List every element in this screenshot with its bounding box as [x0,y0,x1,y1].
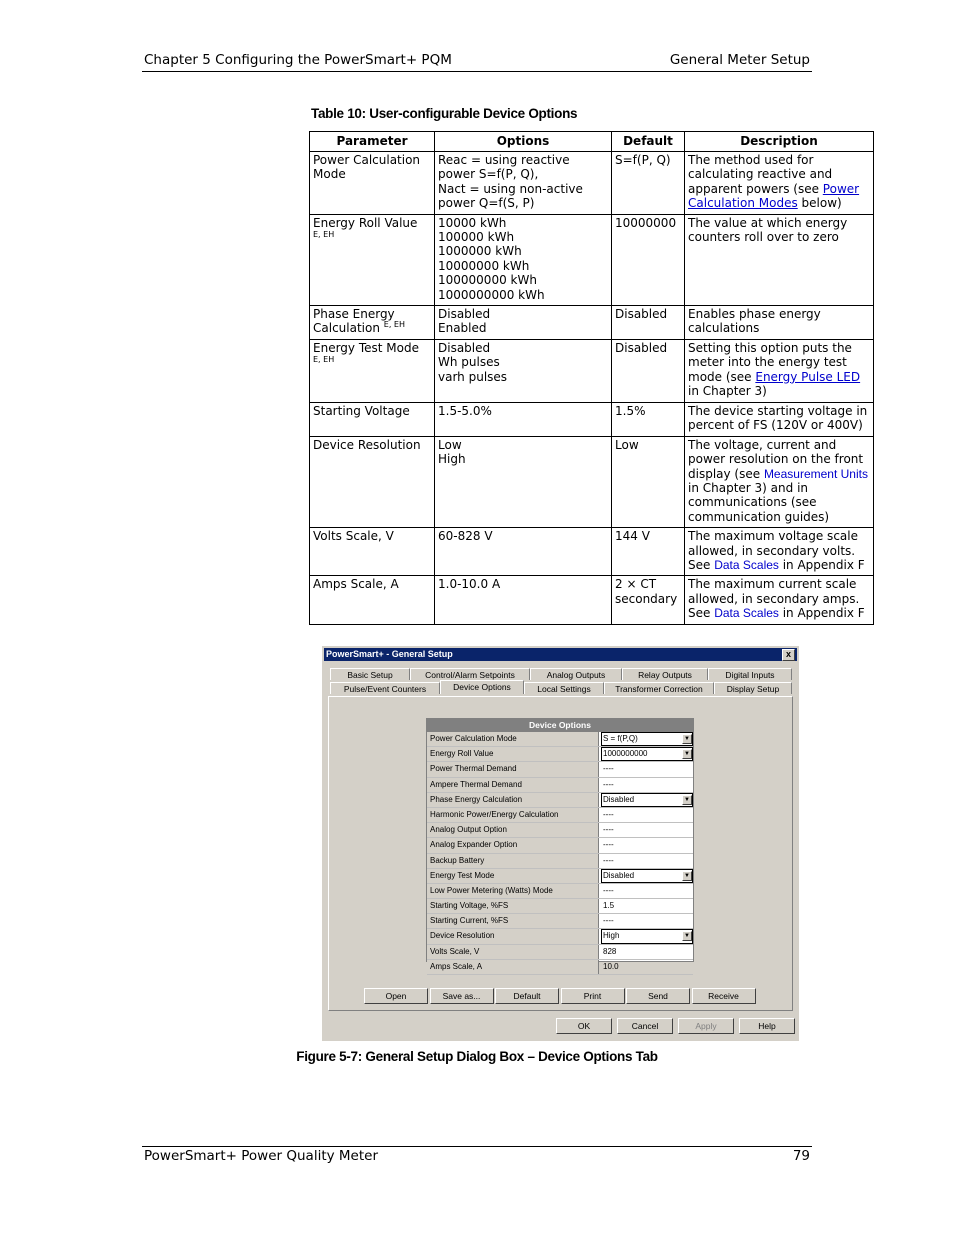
option-line: 100000000 kWh [438,273,537,288]
option-line: power S=f(P, Q), [438,167,539,182]
tab-transformer-correction[interactable]: Transformer Correction [604,682,714,694]
option-line: High [438,452,466,467]
description-cell [685,402,874,436]
parameter-name: Energy Test Mode [313,341,419,356]
help-button[interactable]: Help [739,1018,795,1034]
parameter-name: Device Resolution [313,437,421,452]
option-line: 10000 kWh [438,215,507,230]
grid-row-value[interactable] [601,899,693,913]
description-link[interactable]: Measurement Units [763,466,868,481]
grid-row [427,838,693,853]
grid-row-value-text: 1000000000 [603,749,648,759]
default-cell: 1.5% [612,402,685,436]
grid-row-value-text: ---- [603,779,614,789]
grid-row-value-text: S = f(P,Q) [603,734,638,743]
grid-row-value-text: ---- [603,885,614,895]
parameter-name: Starting Voltage [313,403,410,418]
option-line: Disabled [438,341,491,356]
table-row [310,214,874,305]
tab-analog-outputs[interactable]: Analog Outputs [530,668,622,680]
table-row [310,576,874,624]
grid-row-name: Phase Energy Calculation [427,793,599,807]
grid-row-name: Device Resolution [427,929,599,943]
description-text: The method used for calculating reactive and apparent powers (see [688,153,833,196]
grid-row-dropdown[interactable] [601,793,693,807]
grid-row-value[interactable] [601,823,693,837]
description-text: The device starting voltage in percent of FS (120V or 400V) [688,403,868,433]
column-header: Description [685,132,874,152]
option-line: 1.0-10.0 A [438,577,501,592]
device-options-grid [426,718,694,971]
description-cell [685,340,874,403]
parameter-name: Power Calculation Mode [313,153,421,182]
description-link[interactable]: Power Calculation Modes [688,181,860,211]
grid-row [427,732,693,747]
grid-row [427,914,693,929]
parameter-name: Amps Scale, A [313,577,399,592]
column-header: Default [612,132,685,152]
parameter-cell [310,340,435,403]
grid-row-value[interactable] [601,914,693,928]
grid-row-name: Low Power Metering (Watts) Mode [427,884,599,898]
grid-row [427,945,693,960]
running-header-chapter: Chapter 5 Configuring the PowerSmart+ PQM [144,52,452,68]
grid-row [427,778,693,793]
grid-row-value-text: High [603,931,620,941]
description-cell [685,576,874,624]
grid-row-value-text: 1.5 [603,901,615,911]
grid-row [427,884,693,899]
options-cell [435,152,612,215]
page-number: 79 [792,1148,810,1164]
description-text: in Appendix F [778,557,865,572]
tab-device-options[interactable]: Device Options [440,680,524,694]
grid-row-value[interactable] [601,762,693,776]
grid-row-value-text: ---- [603,916,614,926]
tab-pulse-event-counters[interactable]: Pulse/Event Counters [330,682,440,694]
description-text: in Chapter 3) [688,384,767,399]
option-line: 1000000000 kWh [438,287,545,302]
grid-row-name: Analog Expander Option [427,838,599,852]
description-text: Enables phase energy calculations [688,307,821,336]
chevron-down-icon[interactable]: ▼ [682,871,692,881]
option-line: 100000 kWh [438,230,515,245]
ok-button[interactable]: OK [556,1018,612,1034]
description-text: below) [797,196,842,211]
apply-button: Apply [678,1018,734,1034]
grid-row [427,929,693,944]
general-setup-dialog [322,646,799,1041]
grid-row-name: Amps Scale, A [427,960,599,974]
grid-row-value-text: 828 [603,946,617,956]
grid-row-name: Harmonic Power/Energy Calculation [427,808,599,822]
description-cell [685,214,874,305]
column-header: Options [435,132,612,152]
default-cell: 10000000 [612,214,685,305]
option-line: power Q=f(S, P) [438,196,535,211]
table-row [310,306,874,340]
parameter-cell: Phase Energy Calculation $^{E, EH}$ [310,306,435,340]
description-text: in Appendix F [778,606,865,621]
tab-basic-setup[interactable]: Basic Setup [330,668,410,680]
parameter-cell [310,528,435,576]
parameter-cell [310,152,435,215]
option-line: Reac = using reactive [438,153,570,167]
grid-row-name: Analog Output Option [427,823,599,837]
send-button[interactable]: Send [626,988,690,1004]
description-link[interactable]: Data Scales [714,606,779,621]
parameter-cell [310,436,435,527]
table-row [310,152,874,215]
close-icon[interactable]: x [782,649,795,661]
default-cell: 2 × CT secondary [612,576,685,624]
table-row [310,340,874,403]
description-link[interactable]: Energy Pulse LED [755,369,861,384]
grid-row [427,808,693,823]
figure-caption: Figure 5-7: General Setup Dialog Box – Device Options Tab [296,1049,658,1064]
default-cell: S=f(P, Q) [612,152,685,215]
grid-row-value-text: Disabled [603,794,635,804]
options-cell [435,306,612,340]
option-line: Low [438,437,462,452]
parameter-superscript: E, EH [313,230,335,240]
description-text: The maximum voltage scale allowed, in secondary volts. See [688,529,858,572]
tab-digital-inputs[interactable]: Digital Inputs [708,668,792,680]
grid-row-value[interactable] [601,854,693,868]
grid-row [427,854,693,869]
grid-row-name: Power Calculation Mode [427,732,599,746]
grid-row-value[interactable] [601,838,693,852]
grid-row-name: Energy Test Mode [427,869,599,883]
tab-relay-outputs[interactable]: Relay Outputs [622,668,708,680]
grid-row-name: Power Thermal Demand [427,762,599,776]
column-header: Parameter [310,132,435,152]
option-line: 1.5-5.0% [438,403,492,418]
grid-row-value-text: ---- [603,855,614,865]
default-cell: Low [612,436,685,527]
default-cell: 144 V [612,528,685,576]
parameter-cell [310,402,435,436]
parameter-cell [310,214,435,305]
table-row [310,436,874,527]
description-cell [685,152,874,215]
grid-row [427,823,693,838]
grid-row-value-text: ---- [603,825,614,835]
option-line: 1000000 kWh [438,244,522,259]
option-line: varh pulses [438,369,508,384]
grid-row-dropdown[interactable] [601,869,693,883]
device-options-table [309,131,874,625]
print-button[interactable]: Print [561,988,625,1004]
grid-row-value-text: 10.0 [603,961,619,971]
dialog-title-bar[interactable] [324,648,797,661]
header-rule [142,71,812,72]
grid-row-value[interactable] [601,778,693,792]
options-cell [435,340,612,403]
description-text: Setting this option puts the meter into the energy test mode (see [688,341,852,384]
option-line: 10000000 kWh [438,258,530,273]
grid-row-value[interactable] [601,884,693,898]
parameter-cell [310,576,435,624]
description-text: The voltage, current and power resolution on the front display (see [688,437,864,481]
grid-row-value-text: ---- [603,809,614,819]
grid-row-dropdown[interactable] [601,747,693,761]
save-as-button[interactable]: Save as... [430,988,494,1004]
receive-button[interactable]: Receive [692,988,756,1004]
parameter-superscript: E, EH [313,355,335,365]
footer-title: PowerSmart+ Power Quality Meter [144,1148,378,1164]
grid-row [427,899,693,914]
grid-row-value-text: ---- [603,764,614,774]
parameter-superscript: E, EH [383,320,405,330]
chevron-down-icon[interactable]: ▼ [682,734,692,744]
grid-row-dropdown[interactable] [601,929,693,943]
grid-row-value[interactable] [601,945,693,959]
description-text: in Chapter 3) and in communications (see communication guides) [688,480,830,524]
description-cell [685,528,874,576]
grid-row [427,762,693,777]
chevron-down-icon[interactable]: ▼ [682,795,692,805]
grid-row-name: Starting Current, %FS [427,914,599,928]
options-cell [435,436,612,527]
options-cell [435,214,612,305]
tab-control-alarm-setpoints[interactable]: Control/Alarm Setpoints [410,668,530,680]
dialog-title: PowerSmart+ - General Setup [326,649,453,659]
options-cell [435,576,612,624]
description-cell [685,306,874,340]
open-button[interactable]: Open [364,988,428,1004]
footer-rule [142,1146,812,1147]
description-cell [685,436,874,527]
grid-row-dropdown[interactable] [601,732,693,746]
default-button[interactable]: Default [495,988,559,1004]
running-header-section: General Meter Setup [669,52,810,68]
description-link[interactable]: Data Scales [714,557,779,572]
grid-row [427,960,693,975]
tab-local-settings[interactable]: Local Settings [524,682,604,694]
grid-row-name: Volts Scale, V [427,945,599,959]
grid-row-value[interactable] [601,808,693,822]
table-caption: Table 10: User-configurable Device Options [311,106,578,121]
grid-row-value-text: Disabled [603,870,635,880]
grid-row [427,793,693,808]
parameter-name: Volts Scale, V [313,529,394,544]
option-line: Disabled [438,307,491,322]
grid-title: Device Options [427,719,693,732]
table-row [310,402,874,436]
option-line: 60-828 V [438,529,493,544]
default-cell: Disabled [612,340,685,403]
table-row [310,528,874,576]
chevron-down-icon[interactable]: ▼ [682,749,692,759]
grid-row-name: Ampere Thermal Demand [427,778,599,792]
description-text: The value at which energy counters roll over to zero [688,215,848,245]
default-cell: Disabled [612,306,685,340]
grid-row-name: Starting Voltage, %FS [427,899,599,913]
cancel-button[interactable]: Cancel [617,1018,673,1034]
options-cell [435,402,612,436]
chevron-down-icon[interactable]: ▼ [682,931,692,941]
grid-row [427,747,693,762]
grid-row-name: Energy Roll Value [427,747,599,761]
grid-row-name: Backup Battery [427,854,599,868]
grid-row-value[interactable] [601,960,693,974]
option-line: Enabled [438,321,487,336]
parameter-name: Energy Roll Value [313,215,418,230]
grid-row [427,869,693,884]
description-text: The maximum current scale allowed, in secondary amps. See [688,577,860,621]
option-line: Wh pulses [438,355,500,370]
grid-row-value-text: ---- [603,840,614,850]
options-cell [435,528,612,576]
option-line: Nact = using non-active [438,181,583,196]
tab-display-setup[interactable]: Display Setup [714,682,792,694]
